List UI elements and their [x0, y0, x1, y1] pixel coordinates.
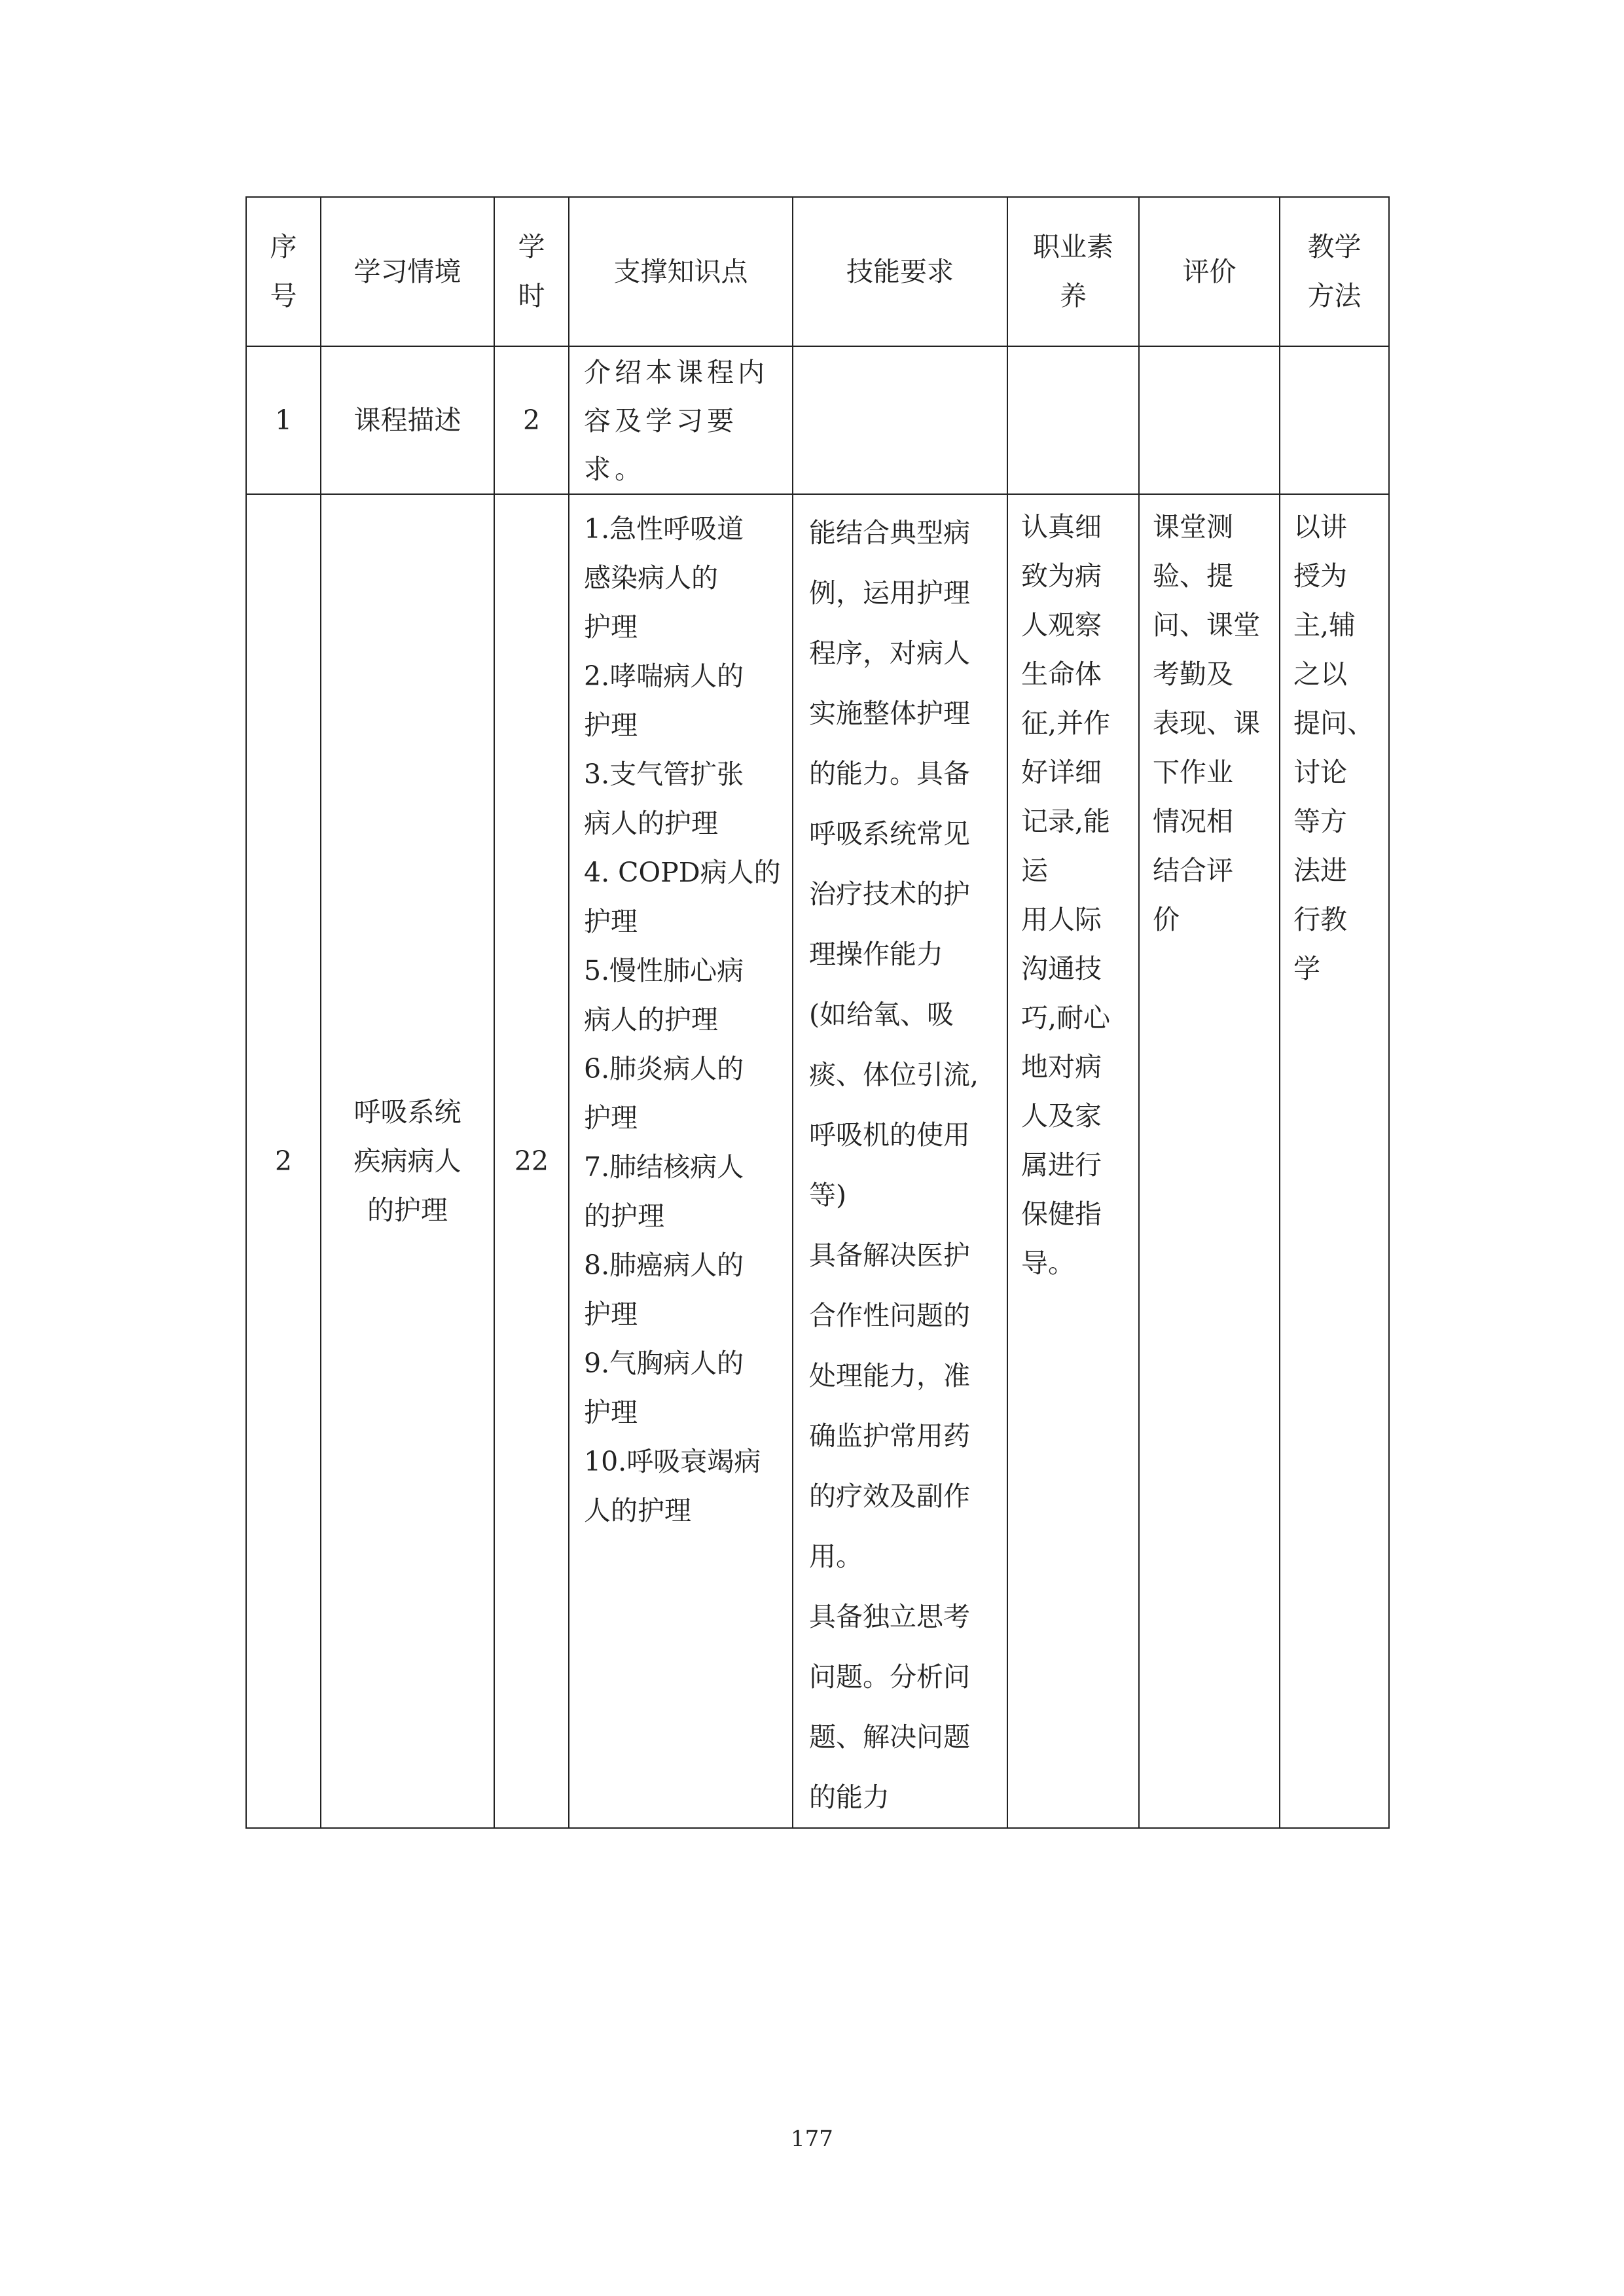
cell-method: [1280, 494, 1389, 1828]
cell-quality: [1007, 346, 1139, 494]
cell-skills: [793, 494, 1007, 1828]
header-situation: [321, 197, 494, 346]
header-skills: [793, 197, 1007, 346]
cell-knowledge: [569, 346, 793, 494]
cell-knowledge-text: 介绍本课程内 容及学习要求。: [584, 357, 768, 485]
header-method: [1280, 197, 1389, 346]
header-evaluation: [1139, 197, 1280, 346]
header-skills-label: 技能要求: [846, 255, 954, 287]
header-situation-label: 学习情境: [353, 255, 461, 287]
cell-quality: [1007, 494, 1139, 1828]
cell-knowledge-text: 1.急性呼吸道 感染病人的 护理 2.哮喘病人的 护理 3.支气管扩张 病人的护理 4. COPD病人的 护理 5.慢性肺心病 病人的护理 6.肺炎病人的 护理 7.肺结核病人 的护理 8.肺癌病人的 护理 9.气胸病人的 护理 10.呼吸衰竭病 人的护理: [584, 513, 781, 1526]
cell-index: [246, 346, 321, 494]
cell-index: [246, 494, 321, 1828]
cell-hours-text: 2: [522, 404, 541, 436]
cell-index-text: 2: [274, 1145, 293, 1177]
cell-quality-text: 认真细 致为病 人观察 生命体 征,并作 好详细 记录,能 运 用人际 沟通技 巧,耐心 地对病 人及家 属进行 保健指 导。: [1021, 511, 1111, 1279]
table-row: [246, 494, 1389, 1828]
curriculum-table: [245, 196, 1390, 1829]
cell-evaluation: [1139, 346, 1280, 494]
table-row: [246, 346, 1389, 494]
header-quality-label: 职业素 养: [1033, 231, 1113, 312]
cell-situation: [321, 494, 494, 1828]
header-knowledge-label: 支撑知识点: [613, 255, 748, 287]
cell-index-text: 1: [274, 404, 293, 436]
header-evaluation-label: 评价: [1182, 255, 1236, 287]
cell-hours: [494, 494, 569, 1828]
cell-skills: [793, 346, 1007, 494]
header-index: [246, 197, 321, 346]
cell-situation: [321, 346, 494, 494]
cell-method-text: [1280, 347, 1388, 348]
header-index-label: 序 号: [270, 231, 297, 312]
cell-skills-text: 能结合典型病 例，运用护理 程序，对病人 实施整体护理 的能力。具备 呼吸系统常见 治疗技术的护 理操作能力 (如给氧、吸 痰、体位引流, 呼吸机的使用 等) 具备解决医护 合作性问题的 处理能力，准 确监护常用药 的疗效及副作 用。 具备独立思考 问题。分析问 题、解决问题 的能力: [809, 517, 979, 1813]
cell-situation-text: 课程描述: [353, 404, 461, 436]
header-hours-label: 学 时: [518, 231, 545, 312]
table-header-row: [246, 197, 1389, 346]
cell-hours: [494, 346, 569, 494]
cell-hours-text: 22: [514, 1145, 549, 1177]
cell-knowledge: [569, 494, 793, 1828]
cell-skills-text: [793, 347, 1007, 348]
cell-method-text: 以讲 授为 主,辅 之以 提问、 讨论 等方 法进 行教 学: [1293, 511, 1374, 984]
cell-evaluation: [1139, 494, 1280, 1828]
cell-method: [1280, 346, 1389, 494]
cell-situation-text: 呼吸系统 疾病病人 的护理: [353, 1096, 461, 1226]
header-method-label: 教学 方法: [1307, 231, 1362, 312]
cell-quality-text: [1008, 347, 1138, 348]
cell-evaluation-text: [1140, 347, 1279, 348]
cell-evaluation-text: 课堂测 验、提 问、课堂 考勤及 表现、课 下作业 情况相 结合评 价: [1153, 511, 1260, 935]
header-quality: [1007, 197, 1139, 346]
header-knowledge: [569, 197, 793, 346]
header-hours: [494, 197, 569, 346]
page-number: 177: [791, 2126, 833, 2152]
